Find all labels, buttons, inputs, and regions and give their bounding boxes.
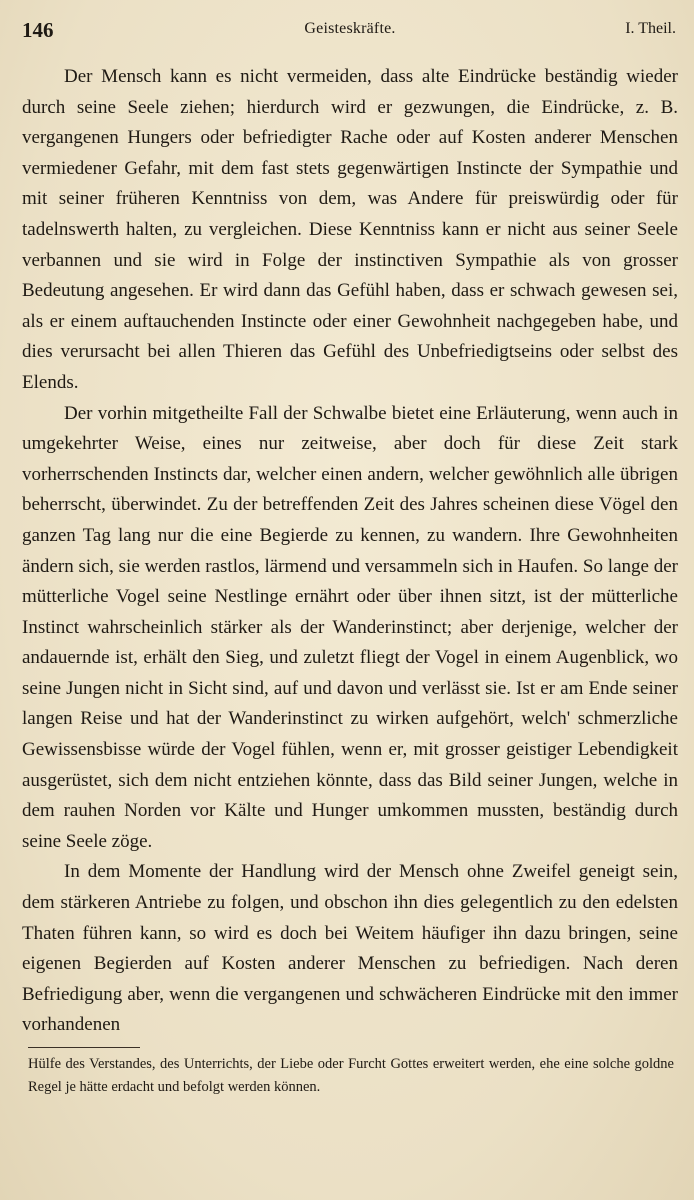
footnote-divider bbox=[28, 1047, 140, 1048]
part-label: I. Theil. bbox=[625, 20, 676, 37]
footnote: Hülfe des Verstandes, des Unterrichts, der Liebe oder Furcht Gottes erweitert werden, ehe eine solche goldne Regel je hätte erdacht und befolgt werden können. bbox=[28, 1056, 674, 1095]
paragraph-2: Der vorhin mitgetheilte Fall der Schwalbe bietet eine Erläuterung, wenn auch in umgekehrter Weise, eines nur zeitweise, aber doch für diese Zeit stark vorherrschenden Instincts dar, welcher einen andern, welcher gewöhnlich alle übrigen beherrscht, überwindet. Zu der betreffenden Zeit des Jahres scheinen diese Vögel den ganzen Tag lang nur die eine Begierde zu kennen, zu wandern. Ihre Gewohnheiten ändern sich, sie werden rastlos, lärmend und versammeln sich in Haufen. So lange der mütterliche Vogel seine Nestlinge ernährt oder über ihnen sitzt, ist der mütterliche Instinct wahrscheinlich stärker als der Wanderinstinct; aber derjenige, welcher der andauernde ist, erhält den Sieg, und zuletzt fliegt der Vogel in einem Augenblick, wo seine Jungen nicht in Sicht sind, auf und davon und verlässt sie. Ist er am Ende seiner langen Reise und hat der Wanderinstinct zu wirken aufgehört, welch' schmerzliche Gewissensbisse würde der Vogel fühlen, wenn er, mit grosser geistiger Lebendigkeit ausgerüstet, sich dem nicht entziehen könnte, dass das Bild seiner Jungen, welche in dem rauhen Norden vor Kälte und Hunger umkommen mussten, beständig durch seine Seele zöge. bbox=[22, 402, 678, 852]
running-header bbox=[22, 14, 678, 48]
page-number: 146 bbox=[22, 18, 54, 42]
paragraph-3: In dem Momente der Handlung wird der Mensch ohne Zweifel geneigt sein, dem stärkeren Antriebe zu folgen, und obschon ihn dies gelegentlich zu den edelsten Thaten führen kann, so wird es doch bei Weitem häufiger ihn dazu bringen, seine eigenen Begierden auf Kosten anderer Menschen zu befriedigen. Nach deren Befriedigung aber, wenn die vergangenen und schwächeren Eindrücke mit den immer vorhandenen bbox=[22, 861, 678, 1036]
main-text bbox=[22, 62, 678, 1041]
running-title: Geisteskräfte. bbox=[304, 20, 396, 37]
paragraph-1: Der Mensch kann es nicht vermeiden, dass alte Eindrücke beständig wieder durch seine Seele ziehen; hierdurch wird er gezwungen, die Eindrücke, z. B. vergangenen Hungers oder befriedigter Rache oder auf Kosten anderer Menschen vermiedener Gefahr, mit dem fast stets gegenwärtigen Instincte der Sympathie und mit seiner früheren Kenntniss von dem, was Andere für preiswürdig oder für tadelnswerth halten, zu vergleichen. Diese Kenntniss kann er nicht aus seiner Seele verbannen und sie wird in Folge der instinctiven Sympathie als von grosser Bedeutung angesehen. Er wird dann das Gefühl haben, dass er schwach gewesen sei, als er einem auftauchenden Instincte oder einer Gewohnheit nachgegeben habe, und dies verursacht bei allen Thieren das Gefühl des Unbefriedigtseins oder selbst des Elends. bbox=[22, 66, 678, 393]
